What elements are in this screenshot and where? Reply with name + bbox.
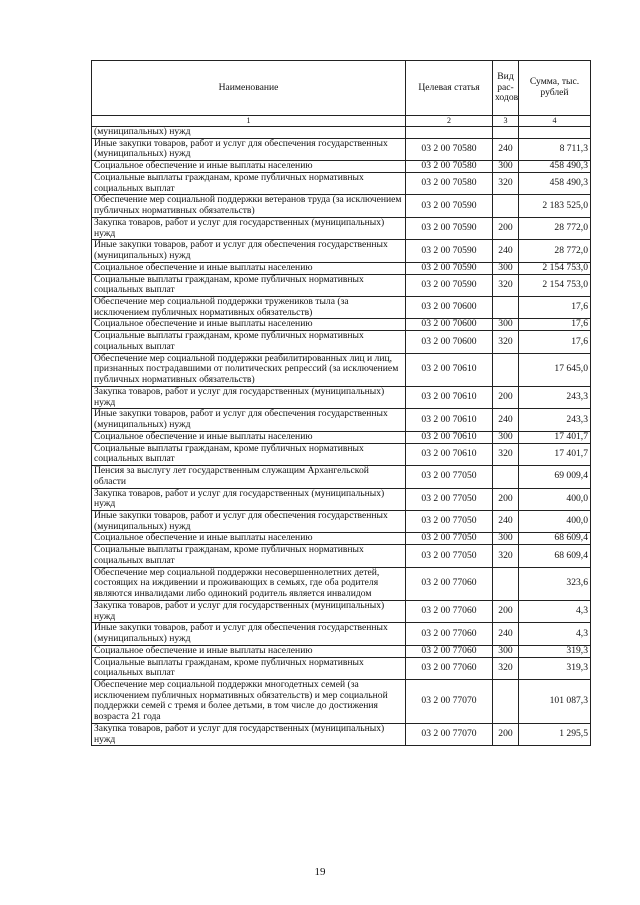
table-row bbox=[92, 138, 591, 160]
table-row bbox=[92, 262, 591, 274]
row-name: Иные закупки товаров, работ и услуг для обеспечения государственных (муниципальных) нужд bbox=[92, 510, 406, 532]
column-number-row bbox=[92, 116, 591, 127]
row-sum: 243,3 bbox=[519, 409, 591, 431]
row-name: Иные закупки товаров, работ и услуг для обеспечения государственных (муниципальных) нужд bbox=[92, 138, 406, 160]
row-expense-type: 240 bbox=[493, 409, 519, 431]
row-expense-type bbox=[493, 195, 519, 217]
row-name: Социальные выплаты гражданам, кроме публичных нормативных социальных выплат bbox=[92, 331, 406, 353]
row-name: Социальное обеспечение и иные выплаты населению bbox=[92, 431, 406, 443]
row-name: Иные закупки товаров, работ и услуг для обеспечения государственных (муниципальных) нужд bbox=[92, 623, 406, 645]
table-row bbox=[92, 172, 591, 194]
row-expense-type: 320 bbox=[493, 172, 519, 194]
row-sum: 28 772,0 bbox=[519, 217, 591, 239]
table-row bbox=[92, 195, 591, 217]
row-name: Обеспечение мер социальной поддержки несовершеннолетних детей, состоящих на иждивении и проживающих в семьях, где оба родителя являются инвалидами либо одинокий родитель является инвалидом bbox=[92, 567, 406, 600]
row-expense-type: 320 bbox=[493, 657, 519, 679]
row-expense-type: 300 bbox=[493, 161, 519, 173]
row-sum: 17,6 bbox=[519, 319, 591, 331]
row-name: Социальное обеспечение и иные выплаты населению bbox=[92, 319, 406, 331]
row-sum: 458 490,3 bbox=[519, 172, 591, 194]
row-expense-type: 200 bbox=[493, 600, 519, 622]
table-row bbox=[92, 533, 591, 545]
table-row bbox=[92, 217, 591, 239]
row-target-article: 03 2 00 77050 bbox=[406, 545, 493, 567]
row-expense-type: 320 bbox=[493, 331, 519, 353]
row-expense-type: 240 bbox=[493, 623, 519, 645]
row-sum: 8 711,3 bbox=[519, 138, 591, 160]
row-name: Социальные выплаты гражданам, кроме публичных нормативных социальных выплат bbox=[92, 274, 406, 296]
table-row bbox=[92, 623, 591, 645]
row-name: Социальные выплаты гражданам, кроме публичных нормативных социальных выплат bbox=[92, 172, 406, 194]
row-expense-type: 320 bbox=[493, 443, 519, 465]
row-sum: 17 645,0 bbox=[519, 353, 591, 386]
table-row bbox=[92, 297, 591, 319]
row-target-article: 03 2 00 77060 bbox=[406, 623, 493, 645]
row-target-article: 03 2 00 77050 bbox=[406, 466, 493, 488]
row-sum: 17 401,7 bbox=[519, 443, 591, 465]
budget-table bbox=[91, 60, 591, 746]
row-target-article: 03 2 00 70590 bbox=[406, 240, 493, 262]
row-target-article bbox=[406, 127, 493, 139]
row-target-article: 03 2 00 70590 bbox=[406, 195, 493, 217]
row-name: Закупка товаров, работ и услуг для государственных (муниципальных) нужд bbox=[92, 488, 406, 510]
row-target-article: 03 2 00 77060 bbox=[406, 567, 493, 600]
row-expense-type: 240 bbox=[493, 240, 519, 262]
row-name: Социальное обеспечение и иные выплаты населению bbox=[92, 533, 406, 545]
row-sum: 1 295,5 bbox=[519, 723, 591, 745]
row-target-article: 03 2 00 70600 bbox=[406, 319, 493, 331]
row-sum: 2 183 525,0 bbox=[519, 195, 591, 217]
row-name: Пенсия за выслугу лет государственным служащим Архангельской области bbox=[92, 466, 406, 488]
row-target-article: 03 2 00 70610 bbox=[406, 443, 493, 465]
table-row bbox=[92, 353, 591, 386]
column-number-4: 4 bbox=[519, 116, 591, 127]
row-sum: 458 490,3 bbox=[519, 161, 591, 173]
row-expense-type: 200 bbox=[493, 723, 519, 745]
table-row bbox=[92, 431, 591, 443]
row-target-article: 03 2 00 70590 bbox=[406, 217, 493, 239]
table-row bbox=[92, 466, 591, 488]
row-expense-type: 300 bbox=[493, 319, 519, 331]
row-target-article: 03 2 00 77050 bbox=[406, 488, 493, 510]
row-sum: 2 154 753,0 bbox=[519, 262, 591, 274]
row-name: Обеспечение мер социальной поддержки тружеников тыла (за исключением публичных нормативных обязательств) bbox=[92, 297, 406, 319]
row-sum: 319,3 bbox=[519, 657, 591, 679]
row-target-article: 03 2 00 70580 bbox=[406, 138, 493, 160]
row-expense-type bbox=[493, 679, 519, 723]
table-row bbox=[92, 723, 591, 745]
row-expense-type bbox=[493, 567, 519, 600]
header-name: Наименование bbox=[92, 61, 406, 116]
row-sum: 101 087,3 bbox=[519, 679, 591, 723]
table-row bbox=[92, 645, 591, 657]
table-row bbox=[92, 488, 591, 510]
row-sum: 17,6 bbox=[519, 297, 591, 319]
table-row bbox=[92, 657, 591, 679]
row-target-article: 03 2 00 77070 bbox=[406, 723, 493, 745]
row-sum: 17 401,7 bbox=[519, 431, 591, 443]
table-header-row bbox=[92, 61, 591, 116]
row-sum: 17,6 bbox=[519, 331, 591, 353]
table-row bbox=[92, 331, 591, 353]
table-row bbox=[92, 274, 591, 296]
table-row bbox=[92, 510, 591, 532]
table-row bbox=[92, 600, 591, 622]
row-name: Социальные выплаты гражданам, кроме публичных нормативных социальных выплат bbox=[92, 657, 406, 679]
row-sum: 323,6 bbox=[519, 567, 591, 600]
row-target-article: 03 2 00 70610 bbox=[406, 386, 493, 408]
row-sum bbox=[519, 127, 591, 139]
header-target-article: Целевая статья bbox=[406, 61, 493, 116]
table-row bbox=[92, 545, 591, 567]
row-name: Иные закупки товаров, работ и услуг для обеспечения государственных (муниципальных) нужд bbox=[92, 409, 406, 431]
header-sum: Сумма, тыс. рублей bbox=[519, 61, 591, 116]
row-sum: 243,3 bbox=[519, 386, 591, 408]
row-target-article: 03 2 00 77050 bbox=[406, 510, 493, 532]
table-row bbox=[92, 319, 591, 331]
table-row bbox=[92, 386, 591, 408]
row-sum: 4,3 bbox=[519, 623, 591, 645]
row-name: Иные закупки товаров, работ и услуг для обеспечения государственных (муниципальных) нужд bbox=[92, 240, 406, 262]
row-target-article: 03 2 00 77060 bbox=[406, 657, 493, 679]
row-expense-type: 200 bbox=[493, 386, 519, 408]
row-expense-type: 300 bbox=[493, 645, 519, 657]
row-target-article: 03 2 00 77070 bbox=[406, 679, 493, 723]
row-target-article: 03 2 00 70610 bbox=[406, 409, 493, 431]
row-sum: 400,0 bbox=[519, 510, 591, 532]
row-name: Обеспечение мер социальной поддержки реабилитированных лиц и лиц, признанных пострадавшими от политических репрессий (за исключением публичных нормативных обязательств) bbox=[92, 353, 406, 386]
row-name: Обеспечение мер социальной поддержки многодетных семей (за исключением публичных нормативных обязательств) и мер социальной поддержки семей с тремя и более детьми, в том числе до достижения возраста 21 года bbox=[92, 679, 406, 723]
row-sum: 319,3 bbox=[519, 645, 591, 657]
row-name: Закупка товаров, работ и услуг для государственных (муниципальных) нужд bbox=[92, 386, 406, 408]
row-expense-type: 300 bbox=[493, 431, 519, 443]
table-row bbox=[92, 567, 591, 600]
column-number-1: 1 bbox=[92, 116, 406, 127]
row-expense-type: 300 bbox=[493, 533, 519, 545]
row-target-article: 03 2 00 70590 bbox=[406, 262, 493, 274]
row-expense-type: 200 bbox=[493, 488, 519, 510]
row-target-article: 03 2 00 70590 bbox=[406, 274, 493, 296]
row-sum: 68 609,4 bbox=[519, 545, 591, 567]
row-sum: 28 772,0 bbox=[519, 240, 591, 262]
table-row bbox=[92, 679, 591, 723]
row-sum: 69 009,4 bbox=[519, 466, 591, 488]
row-name: Социальное обеспечение и иные выплаты населению bbox=[92, 645, 406, 657]
row-expense-type: 200 bbox=[493, 217, 519, 239]
row-name: Социальное обеспечение и иные выплаты населению bbox=[92, 161, 406, 173]
row-name: Социальные выплаты гражданам, кроме публичных нормативных социальных выплат bbox=[92, 443, 406, 465]
row-name: Закупка товаров, работ и услуг для государственных (муниципальных) нужд bbox=[92, 600, 406, 622]
row-target-article: 03 2 00 70610 bbox=[406, 431, 493, 443]
row-name: Закупка товаров, работ и услуг для государственных (муниципальных) нужд bbox=[92, 217, 406, 239]
table-row bbox=[92, 443, 591, 465]
header-expense-type: Вид рас-ходов bbox=[493, 61, 519, 116]
row-sum: 68 609,4 bbox=[519, 533, 591, 545]
row-target-article: 03 2 00 77060 bbox=[406, 645, 493, 657]
row-expense-type: 300 bbox=[493, 262, 519, 274]
column-number-2: 2 bbox=[406, 116, 493, 127]
row-target-article: 03 2 00 70600 bbox=[406, 331, 493, 353]
table-row bbox=[92, 127, 591, 139]
row-sum: 2 154 753,0 bbox=[519, 274, 591, 296]
row-expense-type: 240 bbox=[493, 510, 519, 532]
row-expense-type bbox=[493, 466, 519, 488]
row-sum: 400,0 bbox=[519, 488, 591, 510]
row-target-article: 03 2 00 70580 bbox=[406, 161, 493, 173]
page-number: 19 bbox=[314, 866, 326, 878]
row-expense-type bbox=[493, 353, 519, 386]
row-expense-type: 320 bbox=[493, 274, 519, 296]
row-sum: 4,3 bbox=[519, 600, 591, 622]
row-name: Социальное обеспечение и иные выплаты населению bbox=[92, 262, 406, 274]
row-target-article: 03 2 00 77050 bbox=[406, 533, 493, 545]
row-expense-type bbox=[493, 297, 519, 319]
row-target-article: 03 2 00 77060 bbox=[406, 600, 493, 622]
column-number-3: 3 bbox=[493, 116, 519, 127]
row-name: Закупка товаров, работ и услуг для государственных (муниципальных) нужд bbox=[92, 723, 406, 745]
row-name: (муниципальных) нужд bbox=[92, 127, 406, 139]
row-name: Обеспечение мер социальной поддержки ветеранов труда (за исключением публичных нормативных обязательств) bbox=[92, 195, 406, 217]
row-expense-type: 320 bbox=[493, 545, 519, 567]
row-expense-type bbox=[493, 127, 519, 139]
row-target-article: 03 2 00 70610 bbox=[406, 353, 493, 386]
row-target-article: 03 2 00 70600 bbox=[406, 297, 493, 319]
row-expense-type: 240 bbox=[493, 138, 519, 160]
table-row bbox=[92, 240, 591, 262]
table-row bbox=[92, 409, 591, 431]
row-name: Социальные выплаты гражданам, кроме публичных нормативных социальных выплат bbox=[92, 545, 406, 567]
row-target-article: 03 2 00 70580 bbox=[406, 172, 493, 194]
table-row bbox=[92, 161, 591, 173]
table-body bbox=[92, 127, 591, 746]
